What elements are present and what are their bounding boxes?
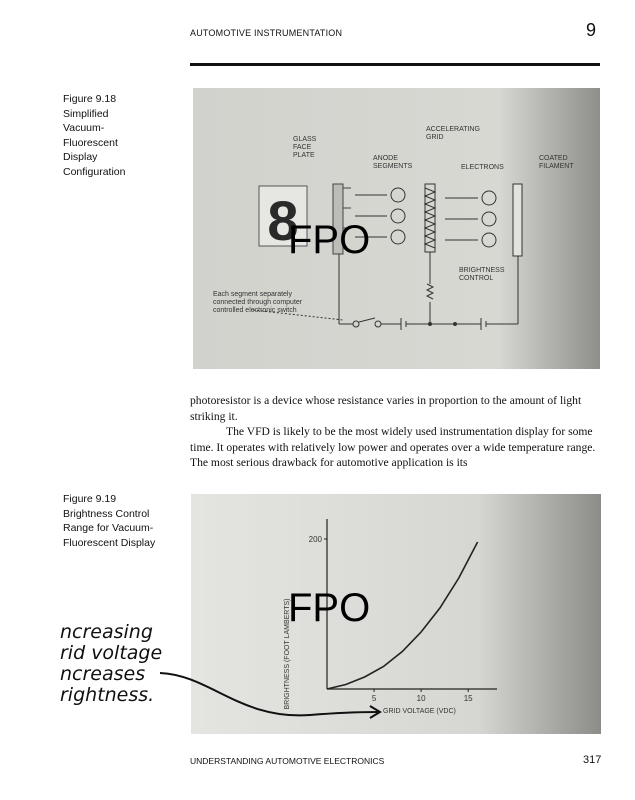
label-segment-note-line: Each segment separately	[213, 291, 292, 298]
y-tick-label: 200	[308, 535, 322, 544]
label-electrons: ELECTRONS	[461, 164, 504, 171]
running-footer: UNDERSTANDING AUTOMOTIVE ELECTRONICS	[190, 756, 385, 766]
caption-line: Range for Vacuum-	[63, 522, 154, 534]
handwritten-arrow	[150, 665, 390, 725]
caption-line: Fluorescent	[63, 136, 118, 149]
running-header: AUTOMOTIVE INSTRUMENTATION	[190, 28, 343, 38]
junction-dot	[453, 322, 457, 326]
caption-line: Fluorescent Display	[63, 536, 156, 549]
vfd-diagram	[193, 88, 600, 369]
label-glass-face-plate-line: PLATE	[293, 152, 315, 159]
label-segment-note-line: controlled electronic switch	[213, 307, 297, 314]
coated-filament	[513, 184, 522, 256]
x-tick-label: 5	[371, 694, 377, 703]
label-anode-segments-line: SEGMENTS	[373, 163, 413, 170]
header-rule	[190, 63, 600, 66]
fpo-placeholder: FPO	[288, 218, 371, 262]
arrow-stroke	[160, 673, 378, 715]
label-brightness-control-line: CONTROL	[459, 275, 494, 282]
label-segment-note-line: connected through computer	[213, 299, 303, 306]
x-tick-label: 10	[416, 694, 426, 703]
label-accelerating-grid-line: GRID	[426, 134, 444, 141]
label-coated-filament-line: FILAMENT	[539, 163, 574, 170]
label-glass-face-plate-line: FACE	[293, 144, 312, 151]
caption-line: Configuration	[63, 165, 126, 178]
handwriting-line: ncreases	[60, 663, 146, 685]
label-accelerating-grid-line: ACCELERATING	[426, 126, 480, 133]
caption-line: Vacuum-	[63, 122, 105, 134]
label-brightness-control-line: BRIGHTNESS	[459, 267, 505, 274]
paragraph: The VFD is likely to be the most widely used instrumentation display for some time. It operates with relatively low power and operates over a wide temperature range. The most serious drawback for automotive application is its	[190, 425, 596, 469]
x-tick-label: 15	[463, 694, 473, 703]
page-number: 317	[583, 754, 602, 766]
paragraph: photoresistor is a device whose resistance varies in proportion to the amount of light striking it.	[190, 394, 582, 423]
figure-9-19-caption	[63, 492, 183, 550]
handwriting-line: rightness.	[60, 684, 155, 706]
label-glass-face-plate-line: GLASS	[293, 136, 317, 143]
figure-9-18-photo	[193, 88, 600, 369]
chapter-number: 9	[586, 20, 597, 40]
caption-line: Figure 9.19	[63, 493, 117, 505]
caption-line: Simplified	[63, 107, 109, 120]
handwriting-line: ncreasing	[60, 621, 153, 643]
digit-eight: 8	[267, 189, 299, 252]
fpo-placeholder: FPO	[288, 586, 371, 630]
caption-line: Brightness Control	[63, 507, 150, 520]
label-anode-segments-line: ANODE	[373, 155, 398, 162]
label-coated-filament-line: COATED	[539, 155, 568, 162]
handwriting-line: rid voltage	[60, 642, 163, 664]
y-axis-label: BRIGHTNESS (FOOT LAMBERTS)	[284, 598, 291, 710]
body-text	[190, 393, 602, 471]
photo-background	[193, 88, 600, 369]
caption-line: Display	[63, 151, 98, 163]
junction-dot	[428, 322, 432, 326]
caption-line: Figure 9.18	[63, 93, 117, 105]
x-axis-label: GRID VOLTAGE (VDC)	[383, 708, 456, 715]
figure-9-18-caption	[63, 92, 183, 179]
